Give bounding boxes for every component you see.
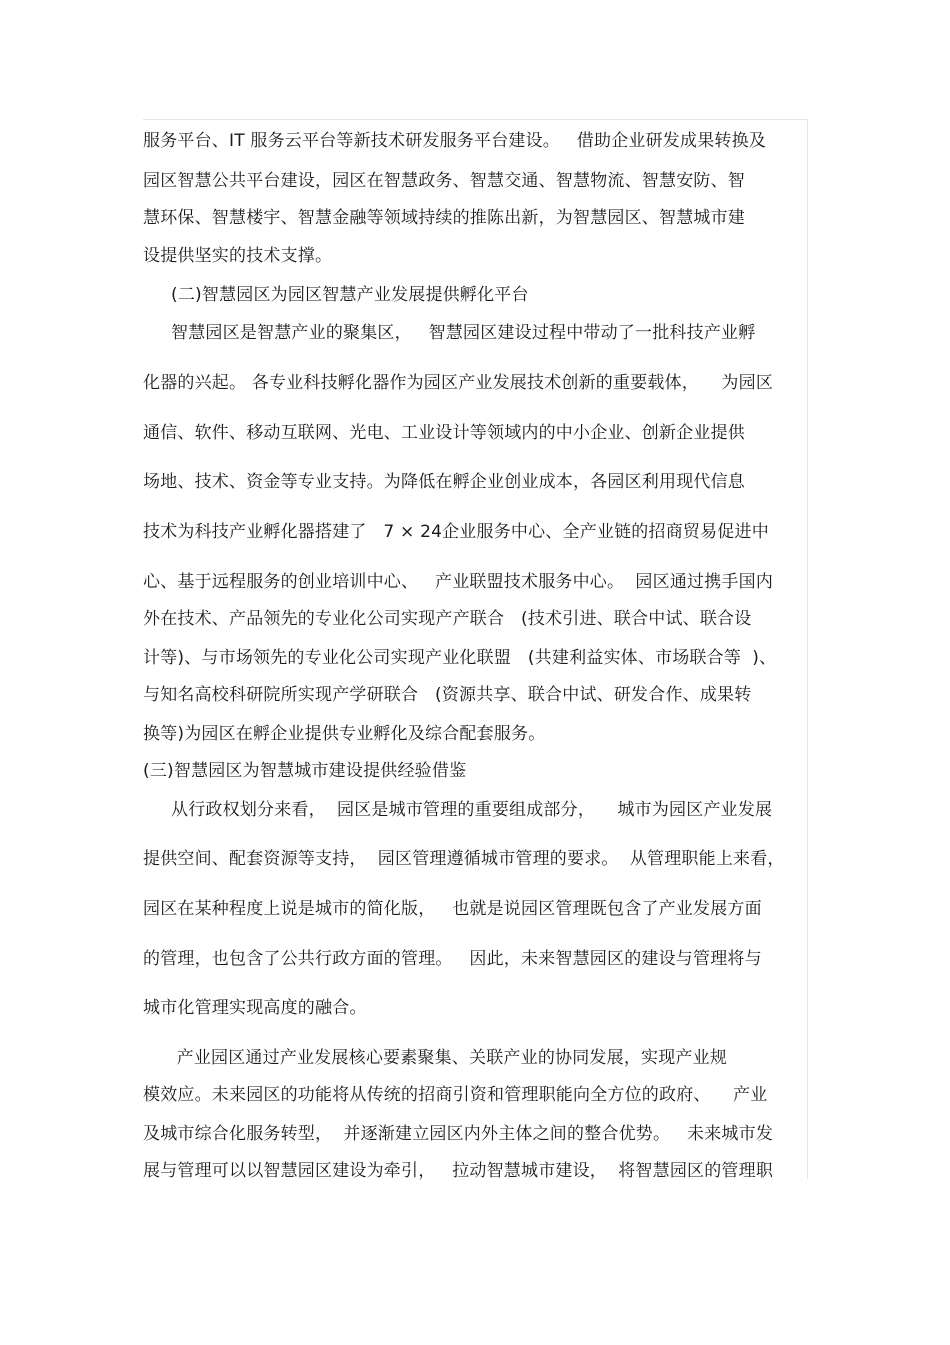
text-line: 园区智慧公共平台建设，园区在智慧政务、智慧交通、智慧物流、智慧安防、智 [143,171,745,191]
text-line: 计等)、与市场领先的专业化公司实现产业化联盟 (共建利益实体、市场联合等 )、 [143,648,777,668]
text-line: 从行政权划分来看， 园区是城市管理的重要组成部分， 城市为园区产业发展 [143,800,773,820]
text-line: 场地、技术、资金等专业支持。为降低在孵企业创业成本，各园区利用现代信息 [143,472,745,492]
page-border-top [143,119,808,120]
text-line: 园区在某种程度上说是城市的简化版， 也就是说园区管理既包含了产业发展方面 [143,899,762,919]
text-line: 服务平台、IT 服务云平台等新技术研发服务平台建设。 借助企业研发成果转换及 [143,131,767,151]
text-line: 的管理，也包含了公共行政方面的管理。 因此，未来智慧园区的建设与管理将与 [143,949,762,969]
section-heading: (二)智慧园区为园区智慧产业发展提供孵化平台 [143,285,529,305]
section-heading: (三)智慧园区为智慧城市建设提供经验借鉴 [143,761,467,781]
text-line: 及城市综合化服务转型， 并逐渐建立园区内外主体之间的整合优势。 未来城市发 [143,1124,774,1144]
page-border-right [807,119,808,1179]
text-line: 慧环保、智慧楼宇、智慧金融等领域持续的推陈出新，为智慧园区、智慧城市建 [143,208,745,228]
text-line: 模效应。未来园区的功能将从传统的招商引资和管理职能向全方位的政府、 产业 [143,1085,768,1105]
text-line: 展与管理可以以智慧园区建设为牵引， 拉动智慧城市建设， 将智慧园区的管理职 [143,1161,774,1181]
text-line: 与知名高校科研院所实现产学研联合 (资源共享、联合中试、研发合作、成果转 [143,685,752,705]
text-line: 通信、软件、移动互联网、光电、工业设计等领域内的中小企业、创新企业提供 [143,423,745,443]
text-line: 技术为科技产业孵化器搭建了 7 × 24企业服务中心、全产业链的招商贸易促进中 [143,522,769,542]
text-line: 设提供坚实的技术支撑。 [143,246,333,266]
text-line: 化器的兴起。 各专业科技孵化器作为园区产业发展技术创新的重要载体， 为园区 [143,373,774,393]
text-line: 心、基于远程服务的创业培训中心、 产业联盟技术服务中心。 园区通过携手国内 [143,572,774,592]
text-line: 提供空间、配套资源等支持， 园区管理遵循城市管理的要求。 从管理职能上来看， [143,849,785,869]
text-line: 换等)为园区在孵企业提供专业孵化及综合配套服务。 [143,724,546,744]
text-line: 城市化管理实现高度的融合。 [143,998,367,1018]
text-line: 外在技术、产品领先的专业化公司实现产产联合 (技术引进、联合中试、联合设 [143,609,752,629]
text-line: 智慧园区是智慧产业的聚集区， 智慧园区建设过程中带动了一批科技产业孵 [143,323,756,343]
text-line: 产业园区通过产业发展核心要素聚集、关联产业的协同发展，实现产业规 [143,1048,728,1068]
